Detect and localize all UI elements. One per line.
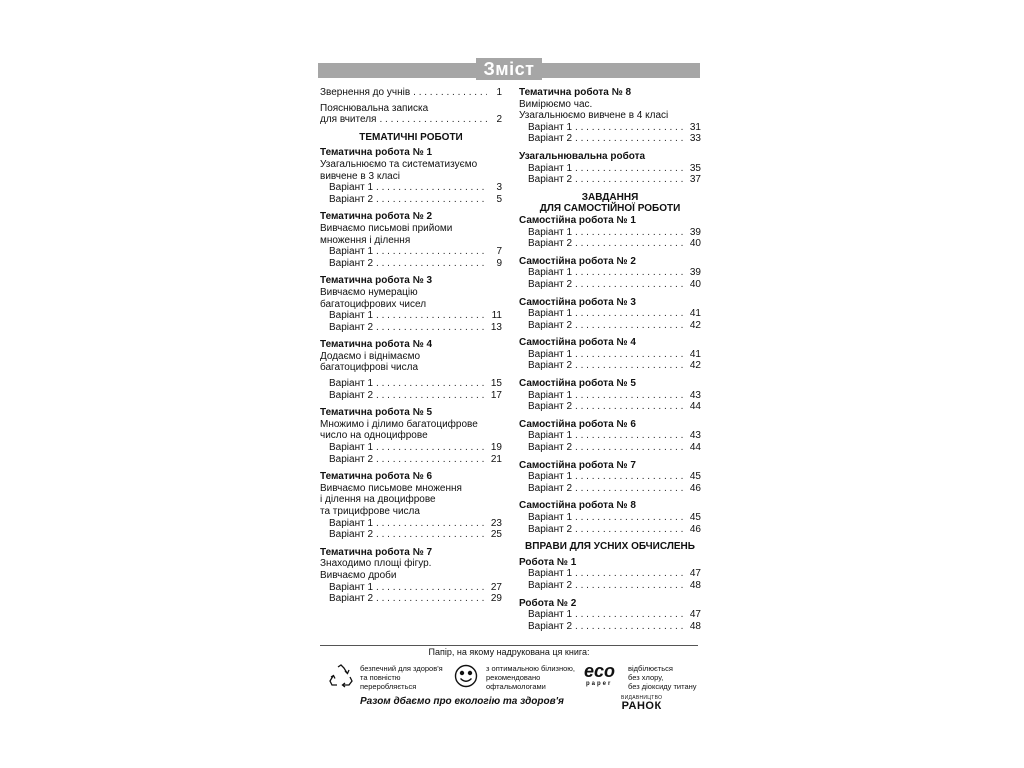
dot-leader: [376, 246, 487, 258]
dot-leader: [575, 512, 686, 524]
toc-page-number: 45: [689, 471, 701, 483]
dot-leader: [575, 267, 686, 279]
toc-entry-label: Варіант 2: [528, 482, 573, 494]
toc-entry-label: Варіант 1: [528, 430, 573, 442]
toc-page-number: 46: [689, 482, 701, 494]
toc-text-line: множення і ділення: [320, 234, 411, 246]
dot-leader: [575, 621, 686, 633]
dot-leader: [575, 163, 686, 175]
toc-page-number: 44: [689, 401, 701, 413]
toc-page-number: 2: [496, 114, 502, 126]
toc-entry: [519, 621, 701, 633]
dot-leader: [575, 349, 686, 361]
toc-group-heading: ВПРАВИ ДЛЯ УСНИХ ОБЧИСЛЕНЬ: [525, 541, 695, 553]
toc-left-column: [320, 87, 502, 605]
toc-entry-label: Варіант 1: [528, 568, 573, 580]
toc-entry: [320, 114, 502, 126]
toc-entry: [519, 442, 701, 454]
toc-entry-label: Варіант 1: [329, 182, 374, 194]
toc-page-number: 7: [496, 246, 502, 258]
toc-entry-label: Варіант 1: [329, 442, 374, 454]
eco-line: з оптимальною білизною,: [486, 664, 576, 673]
dot-leader: [376, 390, 487, 402]
dot-leader: [575, 430, 686, 442]
toc-section-heading: Самостійна робота № 4: [519, 337, 636, 349]
toc-entry: [519, 238, 701, 250]
dot-leader: [575, 442, 686, 454]
dot-leader: [575, 568, 686, 580]
toc-entry-label: Варіант 2: [528, 620, 573, 632]
toc-entry: [519, 133, 701, 145]
toc-entry: [320, 529, 502, 541]
eco-line: переробляється: [360, 682, 417, 691]
toc-entry-label: Варіант 2: [329, 389, 374, 401]
toc-section-heading: Тематична робота № 3: [320, 275, 433, 287]
toc-page-number: 47: [689, 568, 701, 580]
toc-entry: [519, 163, 701, 175]
toc-entry-label: Варіант 2: [329, 193, 374, 205]
toc-text-line: Узагальнюємо та систематизуємо: [320, 158, 478, 170]
toc-entry-label: Варіант 1: [528, 162, 573, 174]
page-title: Зміст: [476, 58, 542, 80]
dot-leader: [575, 320, 686, 332]
toc-entry-label: для вчителя: [320, 114, 377, 126]
eco-paper-logo: eco: [584, 661, 616, 681]
dot-leader: [575, 524, 686, 536]
toc-entry: [519, 279, 701, 291]
toc-section-heading: Тематична робота № 1: [320, 147, 433, 159]
toc-page-number: 25: [490, 529, 502, 541]
toc-entry-label: Варіант 1: [528, 389, 573, 401]
toc-page-number: 48: [689, 620, 701, 632]
dot-leader: [575, 174, 686, 186]
dot-leader: [376, 593, 487, 605]
toc-entry: [320, 518, 502, 530]
toc-text-line: Вивчаємо дроби: [320, 569, 397, 581]
toc-entry: [519, 227, 701, 239]
toc-entry: [320, 454, 502, 466]
toc-page-number: 41: [689, 308, 701, 320]
toc-section-heading: Тематична робота № 8: [519, 87, 632, 98]
dot-leader: [575, 483, 686, 495]
toc-section-heading: Робота № 1: [519, 556, 577, 568]
toc-page-number: 31: [689, 121, 701, 133]
dot-leader: [575, 227, 686, 239]
toc-page-number: 39: [689, 267, 701, 279]
toc-entry: [320, 87, 502, 99]
dot-leader: [575, 580, 686, 592]
toc-group-heading: ДЛЯ САМОСТІЙНОЇ РОБОТИ: [539, 203, 681, 215]
toc-entry-label: Варіант 2: [528, 401, 573, 413]
toc-page-number: 9: [496, 257, 502, 269]
dot-leader: [376, 518, 487, 530]
toc-entry-label: Варіант 2: [528, 238, 573, 250]
toc-page-number: 43: [689, 430, 701, 442]
toc-section-heading: Самостійна робота № 5: [519, 378, 636, 390]
toc-entry: [519, 609, 701, 621]
toc-page-number: 11: [491, 310, 502, 322]
toc-entry: [519, 483, 701, 495]
dot-leader: [376, 454, 487, 466]
toc-section-heading: Самостійна робота № 3: [519, 296, 636, 308]
toc-entry: [320, 442, 502, 454]
toc-text-line: Вивчаємо письмові прийоми: [320, 222, 453, 234]
toc-entry-label: Варіант 2: [329, 453, 374, 465]
toc-entry: [320, 593, 502, 605]
toc-entry-label: Варіант 1: [528, 267, 573, 279]
toc-text-line: багатоцифрові числа: [320, 362, 419, 374]
toc-page-number: 42: [689, 360, 701, 372]
dot-leader: [575, 390, 686, 402]
toc-entry-label: Звернення до учнів: [320, 87, 411, 98]
toc-entry: [320, 182, 502, 194]
dot-leader: [575, 133, 686, 145]
toc-entry-label: Варіант 1: [528, 609, 573, 621]
dot-leader: [376, 322, 487, 334]
dot-leader: [575, 360, 686, 372]
toc-page-number: 48: [689, 579, 701, 591]
toc-entry: [519, 512, 701, 524]
toc-page-number: 39: [689, 226, 701, 238]
toc-section-heading: Тематична робота № 5: [320, 407, 433, 419]
toc-text-line: Вивчаємо письмове множення: [320, 482, 462, 494]
toc-text-line: та трицифрове числа: [320, 506, 420, 517]
toc-page-number: 17: [490, 389, 502, 401]
toc-entry-label: Варіант 1: [528, 471, 573, 483]
toc-section-heading: Тематична робота № 4: [320, 339, 433, 351]
footer-heading: Папір, на якому надрукована ця книга:: [428, 647, 590, 657]
toc-entry: [320, 390, 502, 402]
dot-leader: [376, 378, 487, 390]
toc-entry-label: Варіант 1: [528, 348, 573, 360]
dot-leader: [413, 87, 487, 99]
toc-page-number: 13: [490, 321, 502, 333]
toc-section-heading: Самостійна робота № 1: [519, 214, 636, 226]
eco-line: рекомендовано: [486, 673, 541, 682]
recycle-icon: [328, 664, 354, 690]
toc-section-heading: Тематична робота № 6: [320, 471, 433, 483]
dot-leader: [376, 258, 487, 270]
toc-entry-label: Варіант 2: [528, 319, 573, 331]
toc-page-number: 27: [490, 581, 502, 593]
toc-text-line: Пояснювальна записка: [320, 102, 429, 114]
toc-entry: [519, 122, 701, 134]
toc-text-line: Узагальнюємо вивчене в 4 класі: [519, 110, 669, 122]
toc-text-line: Множимо і ділимо багатоцифрове: [320, 418, 478, 430]
publisher-name: РАНОК: [621, 700, 662, 712]
toc-page-number: 37: [689, 174, 701, 186]
toc-entry-label: Варіант 1: [528, 121, 573, 133]
toc-entry: [519, 267, 701, 279]
toc-page-number: 19: [490, 442, 502, 454]
toc-section-heading: Узагальнювальна робота: [519, 150, 646, 162]
eco-line: офтальмологами: [486, 682, 546, 691]
toc-entry-label: Варіант 2: [528, 442, 573, 454]
toc-entry: [320, 322, 502, 334]
eco-line: безпечний для здоров'я: [360, 664, 443, 673]
toc-entry: [519, 308, 701, 320]
toc-entry-label: Варіант 1: [329, 378, 374, 390]
dot-leader: [575, 122, 686, 134]
toc-page-number: 35: [689, 162, 701, 174]
dot-leader: [575, 308, 686, 320]
dot-leader: [575, 238, 686, 250]
toc-entry-label: Варіант 2: [528, 278, 573, 290]
toc-section-heading: Тематична робота № 2: [320, 211, 433, 223]
toc-page-number: 23: [490, 517, 502, 529]
toc-entry-label: Варіант 2: [528, 174, 573, 186]
toc-entry: [320, 194, 502, 206]
toc-entry-label: Варіант 2: [329, 257, 374, 269]
toc-page-number: 41: [689, 348, 701, 360]
toc-entry-label: Варіант 1: [329, 246, 374, 258]
dot-leader: [575, 471, 686, 483]
toc-entry-label: Варіант 2: [528, 523, 573, 535]
toc-entry-label: Варіант 2: [329, 529, 374, 541]
toc-section-heading: Самостійна робота № 8: [519, 500, 636, 512]
toc-page-number: 44: [689, 442, 701, 454]
toc-group-heading: ЗАВДАННЯ: [581, 191, 639, 203]
toc-entry: [519, 524, 701, 536]
dot-leader: [376, 529, 487, 541]
toc-text-line: Знаходимо площі фігур.: [320, 558, 432, 570]
dot-leader: [575, 279, 686, 291]
dot-leader: [376, 442, 487, 454]
toc-section-heading: Тематична робота № 7: [320, 546, 433, 558]
toc-text-line: і ділення на двоцифрове: [320, 494, 436, 506]
toc-page-number: 33: [689, 133, 701, 145]
toc-entry-label: Варіант 2: [329, 321, 374, 333]
toc-entry: [519, 390, 701, 402]
toc-entry: [519, 580, 701, 592]
dot-leader: [376, 310, 487, 322]
toc-page-number: 3: [496, 182, 502, 194]
dot-leader: [376, 182, 487, 194]
eco-line: без хлору,: [628, 673, 664, 682]
toc-page-number: 29: [490, 593, 502, 605]
toc-entry: [519, 401, 701, 413]
toc-entry-label: Варіант 1: [528, 226, 573, 238]
toc-entry: [320, 310, 502, 322]
publisher-small: ВИДАВНИЦТВО: [621, 695, 663, 701]
toc-text-line: вивчене в 3 класі: [320, 170, 400, 182]
toc-section-heading: Самостійна робота № 7: [519, 459, 636, 471]
toc-text-line: багатоцифрових чисел: [320, 298, 427, 310]
toc-entry-label: Варіант 1: [329, 517, 374, 529]
toc-text-line: Додаємо і віднімаємо: [320, 350, 421, 362]
toc-entry: [320, 378, 502, 390]
toc-section-heading: Робота № 2: [519, 597, 577, 609]
toc-entry-label: Варіант 2: [329, 593, 374, 605]
toc-entry-label: Варіант 1: [329, 581, 374, 593]
toc-entry-label: Варіант 1: [528, 308, 573, 320]
toc-entry: [320, 246, 502, 258]
toc-right-column: [519, 87, 701, 632]
toc-entry: [519, 471, 701, 483]
dot-leader: [379, 114, 487, 126]
toc-entry-label: Варіант 2: [528, 133, 573, 145]
eco-line: та повністю: [360, 673, 401, 682]
toc-page-number: 21: [490, 453, 502, 465]
toc-entry-label: Варіант 2: [528, 579, 573, 591]
toc-entry: [320, 258, 502, 270]
toc-entry: [519, 320, 701, 332]
toc-entry: [519, 568, 701, 580]
smiley-icon: [454, 663, 478, 691]
toc-entry: [519, 349, 701, 361]
dot-leader: [575, 401, 686, 413]
eco-line: без діоксиду титану: [628, 682, 697, 691]
eco-footer: [318, 648, 700, 716]
eco-line: відбілюється: [628, 664, 673, 673]
toc-entry: [320, 582, 502, 594]
toc-page-number: 15: [490, 378, 502, 390]
publisher-logo: [621, 695, 662, 712]
toc-entry-label: Варіант 1: [528, 512, 573, 523]
toc-entry: [519, 360, 701, 372]
toc-text-line: Вимірюємо час.: [519, 98, 593, 110]
toc-entry-label: Варіант 2: [528, 360, 573, 372]
toc-entry-label: Варіант 1: [329, 310, 374, 322]
toc-entry: [519, 174, 701, 186]
toc-page-number: 40: [689, 278, 701, 290]
toc-section-heading: Самостійна робота № 2: [519, 255, 636, 267]
eco-paper-sub: paper: [586, 681, 613, 687]
toc-text-line: число на одноцифрове: [320, 430, 428, 442]
toc-text-line: Вивчаємо нумерацію: [320, 286, 418, 298]
footer-slogan: Разом дбаємо про екологію та здоров'я: [360, 696, 564, 707]
toc-page-number: 5: [496, 193, 502, 205]
toc-page-number: 42: [689, 319, 701, 331]
toc-section-heading: Самостійна робота № 6: [519, 418, 636, 430]
toc-page-number: 43: [689, 389, 701, 401]
dot-leader: [376, 582, 487, 594]
dot-leader: [376, 194, 487, 206]
footer-divider-top: [320, 645, 698, 646]
toc-page-number: 45: [689, 512, 701, 523]
toc-page-number: 40: [689, 238, 701, 250]
toc-page-number: 1: [496, 87, 502, 98]
toc-entry: [519, 430, 701, 442]
toc-group-heading: ТЕМАТИЧНІ РОБОТИ: [359, 131, 463, 143]
toc-page-number: 47: [689, 609, 701, 621]
dot-leader: [575, 609, 686, 621]
toc-page-number: 46: [689, 523, 701, 535]
contents-page: [318, 60, 700, 720]
